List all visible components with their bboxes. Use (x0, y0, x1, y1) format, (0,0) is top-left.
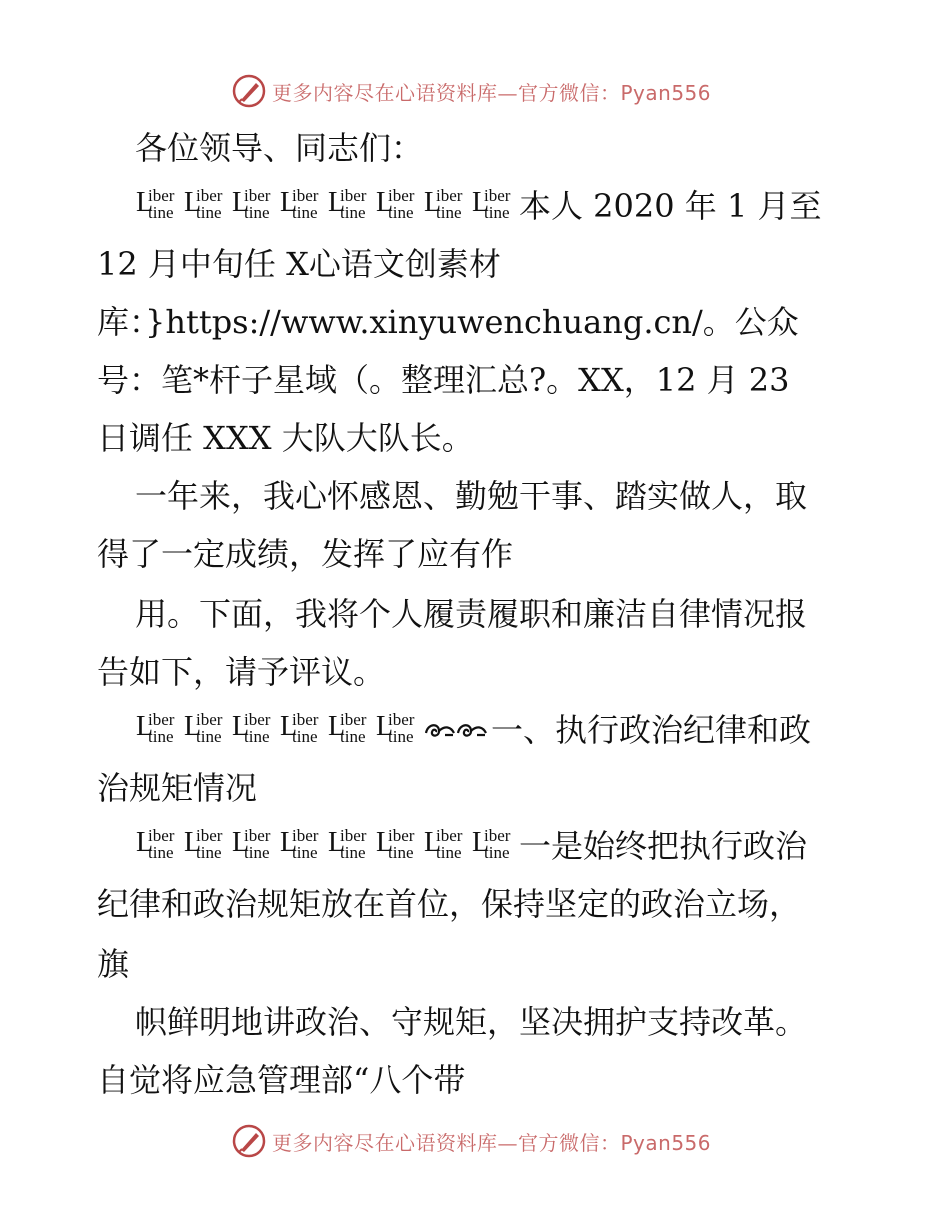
paragraph-line: 12 月中旬任 X心语文创素材 (97, 245, 501, 283)
paragraph-line: 旗 (97, 945, 130, 983)
paragraph-line (135, 186, 822, 226)
ligature-glyph: L iber tine (232, 826, 271, 862)
ligature-glyph: L iber tine (424, 186, 463, 222)
ligature-glyph: L iber tine (136, 186, 175, 222)
ligature-glyph: L iber tine (232, 186, 271, 222)
ligature-glyph: L iber tine (136, 710, 175, 746)
ligature-glyph: L iber tine (136, 826, 175, 862)
section-heading-cont: 治规矩情况 (97, 769, 258, 807)
paragraph-line (135, 826, 807, 866)
ligature-glyph: L iber tine (232, 710, 271, 746)
paragraph-line: 日调任 XXX 大队大队长。 (97, 419, 474, 457)
ligature-glyph: L iber tine (184, 710, 223, 746)
paragraph-line: 用。下面，我将个人履责履职和廉洁自律情况报 (135, 595, 808, 633)
paragraph-line: 帜鲜明地讲政治、守规矩，坚决拥护支持改革。 (135, 1003, 808, 1041)
quill-logo-icon (232, 1124, 266, 1158)
ornament-icon (423, 715, 491, 745)
ligature-glyph: L iber tine (184, 186, 223, 222)
ligature-glyph: L iber tine (184, 826, 223, 862)
paragraph-line: 纪律和政治规矩放在首位，保持坚定的政治立场， (97, 885, 802, 923)
footer-banner (0, 1120, 950, 1160)
paragraph-line: 告如下，请予评议。 (97, 653, 386, 691)
ligature-glyph: L iber tine (280, 710, 319, 746)
ligature-glyph: L iber tine (424, 826, 463, 862)
ligature-glyph: L iber tine (280, 826, 319, 862)
line-text: 本人 2020 年 1 月至 (519, 187, 822, 225)
ligature-glyph: L iber tine (472, 826, 511, 862)
ligature-glyph: L iber tine (328, 710, 367, 746)
ligature-glyph: L iber tine (328, 826, 367, 862)
paragraph-line: 自觉将应急管理部“八个带 (97, 1061, 466, 1099)
paragraph-line: 号：笔*杆子星域（。整理汇总?。XX，12 月 23 (97, 361, 790, 399)
ligature-glyph: L iber tine (376, 826, 415, 862)
ligature-glyph: L iber tine (328, 186, 367, 222)
heading-text: 一、执行政治纪律和政 (491, 711, 812, 749)
ligature-glyph: L iber tine (376, 710, 415, 746)
ligature-glyph: L iber tine (376, 186, 415, 222)
paragraph-line: 得了一定成绩，发挥了应有作 (97, 535, 514, 573)
paragraph-line: 库：}https://www.xinyuwenchuang.cn/。公众 (97, 303, 799, 341)
banner-text: 更多内容尽在心语资料库—官方微信：Pyan556 (272, 80, 712, 105)
ligature-glyph: L iber tine (280, 186, 319, 222)
ligature-glyph: L iber tine (472, 186, 511, 222)
banner-text: 更多内容尽在心语资料库—官方微信：Pyan556 (272, 1130, 712, 1155)
section-heading (135, 710, 811, 750)
salutation: 各位领导、同志们： (135, 129, 424, 167)
line-text: 一是始终把执行政治 (519, 827, 808, 865)
paragraph-line: 一年来，我心怀感恩、勤勉干事、踏实做人，取 (135, 477, 808, 515)
